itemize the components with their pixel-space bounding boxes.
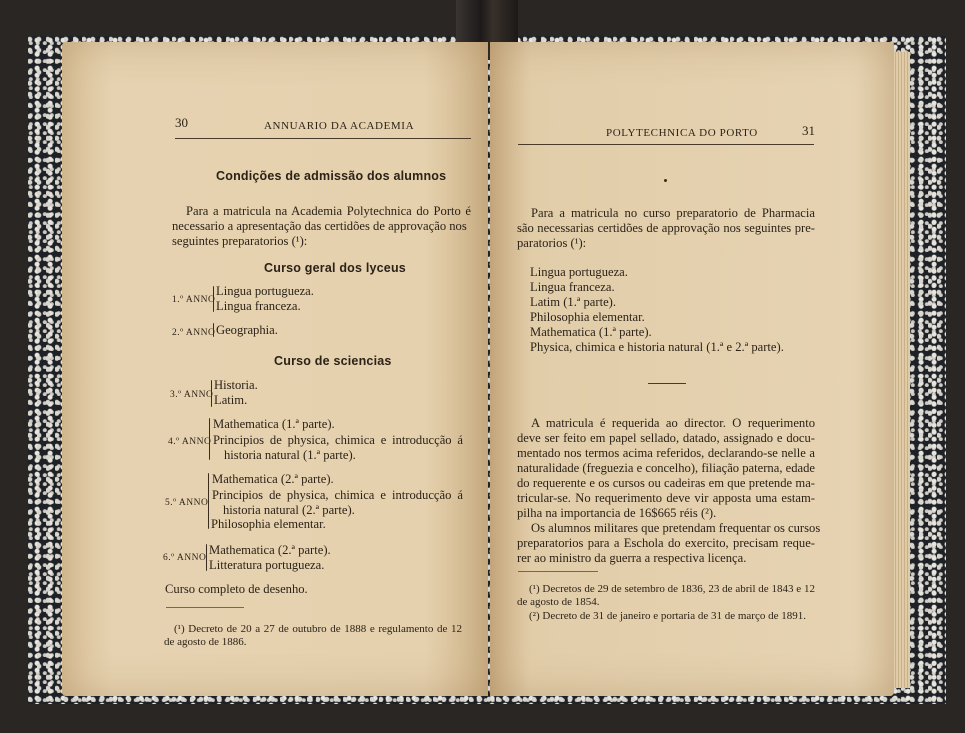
subject-item: Philosophia elementar. <box>530 310 645 324</box>
left-header-rule <box>175 138 471 139</box>
paragraph-line: pilha na importancia de 16$665 réis (²). <box>517 506 717 520</box>
closing-line: Curso completo de desenho. <box>165 582 308 596</box>
year-label: 6.º ANNO <box>163 553 207 563</box>
paragraph-line: tricular-se. No requerimento deve vir apposta uma estam- <box>517 491 815 505</box>
footnote: de agosto de 1886. <box>164 636 247 648</box>
subject: Mathematica (1.ª parte). <box>213 417 335 431</box>
section-title: Condições de admissão dos alumnos <box>216 169 447 183</box>
intro-line: são necessarias certidões de approvação nos seguintes pre- <box>517 221 815 235</box>
footnote-rule <box>166 607 244 608</box>
subtitle-sciencias: Curso de sciencias <box>274 354 392 368</box>
brace <box>211 380 212 407</box>
year-label: 5.º ANNO <box>165 498 209 508</box>
brace <box>206 544 207 571</box>
year-label: 4.º ANNO <box>168 437 212 447</box>
intro-line: Para a matricula na Academia Polytechnica do Porto é <box>186 204 471 218</box>
section-divider <box>648 383 686 384</box>
subject-item: Latim (1.ª parte). <box>530 295 616 309</box>
subject: Principios de physica, chimica e introducção á <box>212 488 463 502</box>
subject: Latim. <box>214 393 248 407</box>
paragraph-line: mentado nos termos acima referidos, declarando-se nelle a <box>517 446 815 460</box>
paragraph-line: preparatorios para a Eschola do exercito, precisam reque- <box>517 536 815 550</box>
subject: historia natural (2.ª parte). <box>223 503 355 517</box>
footnote-rule <box>518 571 598 572</box>
subject: Geographia. <box>216 323 278 337</box>
paragraph-line: do requerente e os cursos ou cadeiras em que pretende ma- <box>517 476 815 490</box>
intro-line: paratorios (¹): <box>517 236 587 250</box>
subject: Principios de physica, chimica e introducção á <box>213 433 463 447</box>
subject: Lingua portugueza. <box>216 284 314 298</box>
brace <box>213 323 214 337</box>
footnote: (¹) Decretos de 29 de setembro de 1836, 23 de abril de 1843 e 12 <box>529 583 815 595</box>
footnote: de agosto de 1854. <box>517 596 600 608</box>
intro-line: necessario a apresentação das certidões de approvação nos <box>172 219 467 233</box>
right-page-number: 31 <box>802 123 815 138</box>
paragraph-line: A matricula é requerida ao director. O requerimento <box>531 416 815 430</box>
page-edges <box>892 52 910 688</box>
brace <box>209 418 210 460</box>
intro-line: Para a matricula no curso preparatorio de Pharmacia <box>531 206 815 220</box>
year-label: 1.º ANNO <box>172 295 216 305</box>
paragraph-line: naturalidade (freguezia e concelho), filiação paterna, edade <box>517 461 815 475</box>
footnote: (²) Decreto de 31 de janeiro e portaria de 31 de março de 1891. <box>529 610 806 622</box>
year-label: 3.º ANNO <box>170 390 214 400</box>
subject-item: Lingua portugueza. <box>530 265 628 279</box>
subject: Mathematica (2.ª parte). <box>209 543 331 557</box>
subject: Philosophia elementar. <box>211 517 326 531</box>
subject: Historia. <box>214 378 258 392</box>
subject: Litteratura portugueza. <box>209 558 325 572</box>
year-label: 2.º ANNO <box>172 328 216 338</box>
brace <box>213 286 214 312</box>
left-running-head: ANNUARIO DA ACADEMIA <box>264 120 415 132</box>
subject-item: Mathematica (1.ª parte). <box>530 325 652 339</box>
subject-item: Physica, chimica e historia natural (1.ª e 2.ª parte). <box>530 340 784 354</box>
subject: Mathematica (2.ª parte). <box>212 472 334 486</box>
ink-spot <box>664 179 667 182</box>
left-page <box>62 42 488 696</box>
subject-item: Lingua franceza. <box>530 280 615 294</box>
intro-line: seguintes preparatorios (¹): <box>172 234 308 248</box>
right-header-rule <box>518 144 814 145</box>
brace <box>208 473 209 529</box>
subject: historia natural (1.ª parte). <box>224 448 356 462</box>
right-running-head: POLYTECHNICA DO PORTO <box>606 127 758 139</box>
subject: Lingua franceza. <box>216 299 301 313</box>
paragraph-line: Os alumnos militares que pretendam frequentar os cursos <box>531 521 821 535</box>
paragraph-line: deve ser feito em papel sellado, datado, assignado e docu- <box>517 431 815 445</box>
left-page-number: 30 <box>175 115 188 130</box>
footnote: (¹) Decreto de 20 a 27 de outubro de 1888 e regulamento de 12 <box>174 623 462 635</box>
subtitle-lyceus: Curso geral dos lyceus <box>264 261 406 275</box>
paragraph-line: rer ao ministro da guerra a respectiva licença. <box>517 551 747 565</box>
